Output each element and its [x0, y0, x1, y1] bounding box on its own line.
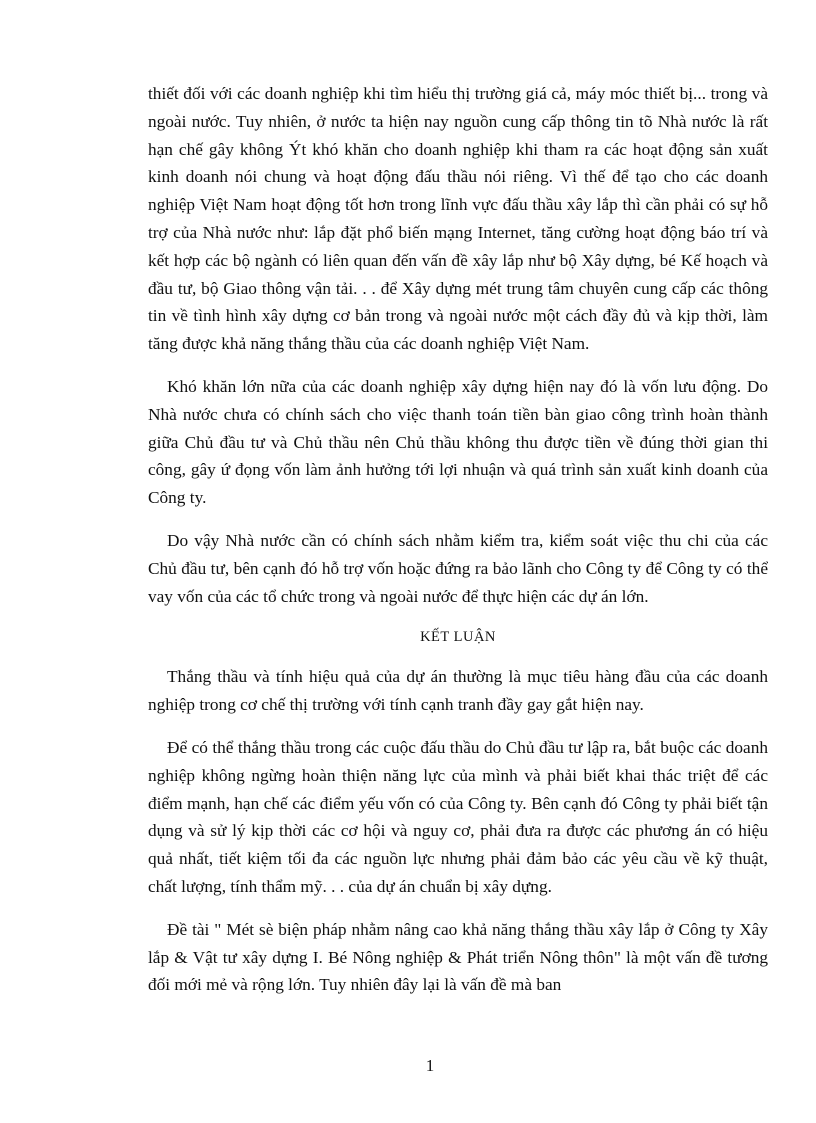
- paragraph-conclusion-capability: Để có thể thắng thầu trong các cuộc đấu thầu do Chủ đầu tư lập ra, bắt buộc các doanh nghiệp không ngừng hoàn thiện năng lực của mình và phải biết khai thác triệt để các điểm mạnh, hạn chế các điểm yếu vốn có của Công ty. Bên cạnh đó Công ty phải biết tận dụng và sử lý kịp thời các cơ hội và nguy cơ, phải đưa ra được các phương án có hiệu quả nhất, tiết kiệm tối đa các nguồn lực nhưng phải đảm bảo các yêu cầu về kỹ thuật, chất lượng, tính thẩm mỹ. . . của dự án chuẩn bị xây dựng.: [148, 737, 768, 896]
- page-number: 1: [425, 1056, 435, 1075]
- paragraph-conclusion-goal: Thắng thầu và tính hiệu quả của dự án thường là mục tiêu hàng đầu của các doanh nghiệp trong cơ chế thị trường với tính cạnh tranh đầy gay gắt hiện nay.: [148, 667, 768, 715]
- conclusion-heading: KẾT LUẬN: [420, 629, 496, 646]
- body-text: [148, 80, 768, 1014]
- paragraph-state-policy: Do vậy Nhà nước cần có chính sách nhằm kiểm tra, kiểm soát việc thu chi của các Chủ đầu tư, bên cạnh đó hỗ trợ vốn hoặc đứng ra bảo lãnh cho Công ty để Công ty có thể vay vốn của các tổ chức trong và ngoài nước để thực hiện các dự án lớn.: [148, 530, 768, 606]
- paragraph-information-support: thiết đối với các doanh nghiệp khi tìm hiểu thị trường giá cả, máy móc thiết bị... trong và ngoài nước. Tuy nhiên, ở nước ta hiện nay nguồn cung cấp thông tin tõ Nhà nước là rất hạn chế gây không Ýt khó khăn cho doanh nghiệp khi tham ra các hoạt động sản xuất kinh doanh nói chung và hoạt động đấu thầu nói riêng. Vì thế để tạo cho các doanh nghiệp Việt Nam hoạt động tốt hơn trong lĩnh vực đấu thầu xây lắp thì cần phải có sự hỗ trợ của Nhà nước như: lắp đặt phổ biến mạng Internet, tăng cường hoạt động báo trí và kết hợp các bộ ngành có liên quan đến vấn đề xây lắp như bộ Xây dựng, bé Kế hoạch và đầu tư, bộ Giao thông vận tải. . . để Xây dựng mét trung tâm chuyên cung cấp các thông tin về tình hình xây dựng cơ bản trong và ngoài nước một cách đầy đủ và kịp thời, làm tăng được khả năng thắng thầu của các doanh nghiệp Việt Nam.: [148, 84, 768, 354]
- paragraph-conclusion-topic: Đề tài " Mét sè biện pháp nhằm nâng cao khả năng thắng thầu xây lắp ở Công ty Xây lắp & Vật tư xây dựng I. Bé Nông nghiệp & Phát triển Nông thôn" là một vấn đề tương đối mới mẻ và rộng lớn. Tuy nhiên đây lại là vấn đề mà ban: [148, 919, 768, 995]
- paragraph-working-capital: Khó khăn lớn nữa của các doanh nghiệp xây dựng hiện nay đó là vốn lưu động. Do Nhà nước chưa có chính sách cho việc thanh toán tiền bàn giao công trình hoàn thành giữa Chủ đầu tư và Chủ thầu nên Chủ thầu không thu được tiền về đúng thời gian thi công, gây ứ đọng vốn làm ảnh hưởng tới lợi nhuận và quá trình sản xuất kinh doanh của Công ty.: [148, 376, 768, 508]
